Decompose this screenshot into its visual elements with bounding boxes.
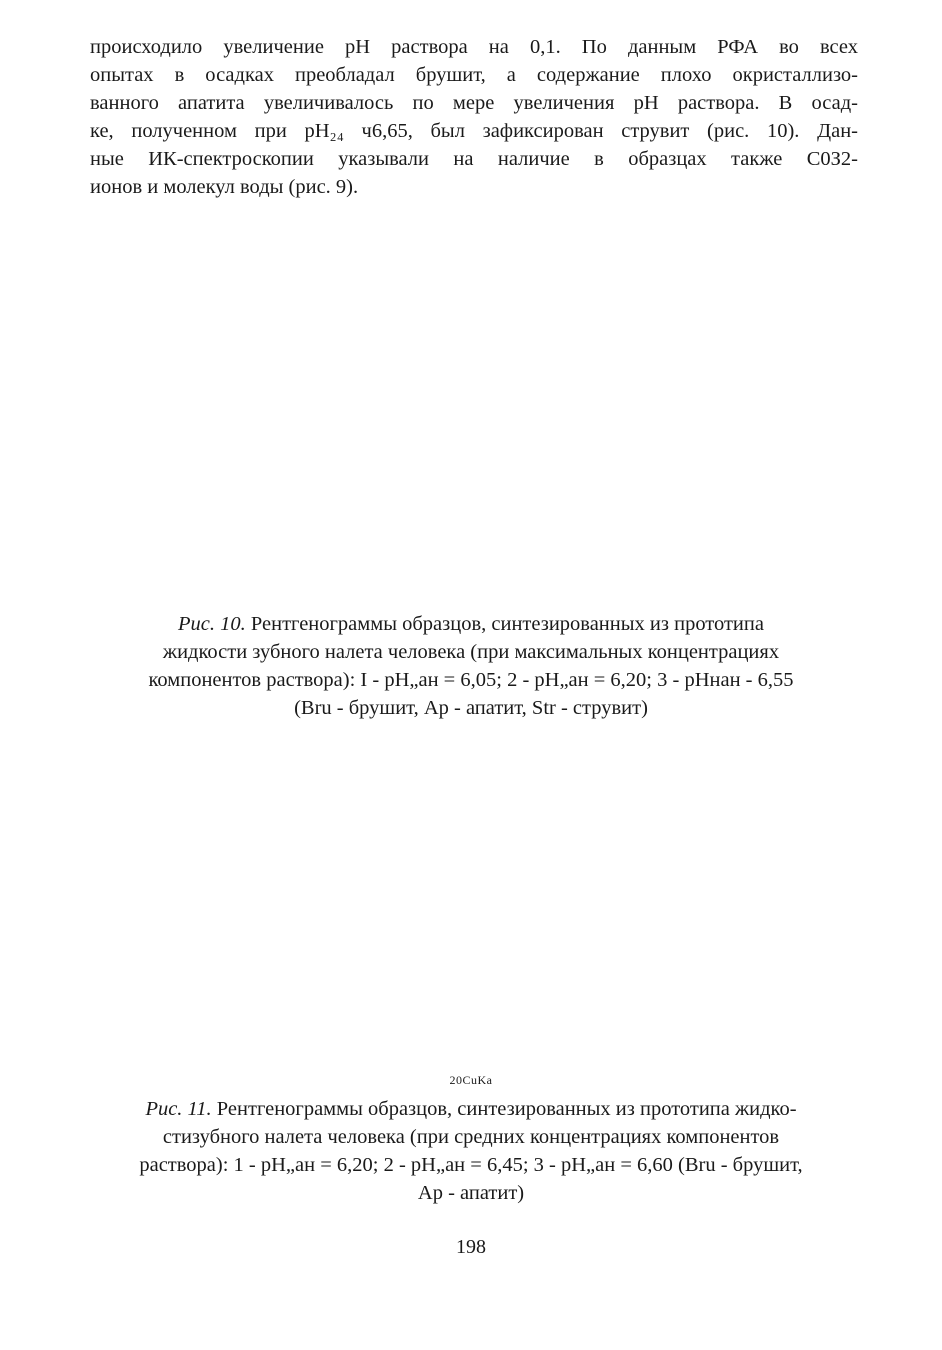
figure-10-label: Рис. 10. <box>178 613 246 635</box>
paragraph-line: опытах в осадках преобладал брушит, а содержание плохо окристаллизо- <box>90 64 858 86</box>
paragraph-line: ванного апатита увеличивалось по мере увеличения pH раствора. В осад- <box>90 92 858 114</box>
paragraph-line: ионов и молекул воды (рис. 9). <box>90 176 359 198</box>
caption-text: Рентгенограммы образцов, синтезированных из прототипа жидко- <box>216 1098 797 1120</box>
caption-text: Рентгенограммы образцов, синтезированных из прототипа <box>250 613 764 635</box>
caption-line: раствора): 1 - pH„ан = 6,20; 2 - pH„ан = 6,45; 3 - pH„ан = 6,60 (Bru - брушит, <box>139 1154 803 1176</box>
figure-10-image-area <box>90 220 858 600</box>
caption-line: (Bru - брушит, Ap - апатит, Str - струвит) <box>294 697 648 719</box>
figure-10-caption <box>60 610 882 722</box>
figure-11-image-area <box>90 735 858 1065</box>
caption-line <box>70 1095 872 1123</box>
caption-line: жидкости зубного налета человека (при максимальных концентрациях <box>162 641 780 663</box>
paragraph-line: происходило увеличение pH раствора на 0,1. По данным РФА во всех <box>90 36 858 58</box>
body-paragraph <box>90 33 858 201</box>
caption-line: стизубного налета человека (при средних концентрациях компонентов <box>162 1126 780 1148</box>
figure-11-label: Рис. 11. <box>145 1098 212 1120</box>
caption-line: компонентов раствора): I - pH„ан = 6,05; 2 - pH„ан = 6,20; 3 - pHнан - 6,55 <box>148 669 794 691</box>
figure-11-caption <box>70 1095 872 1207</box>
caption-line: Ap - апатит) <box>417 1182 525 1204</box>
paragraph-line: ные ИК-спектроскопии указывали на наличие в образцах также С0З2- <box>90 148 858 170</box>
page-number: 198 <box>456 1236 486 1258</box>
caption-line <box>60 610 882 638</box>
paragraph-line: ке, полученном при pH₂₄ ч6,65, был зафиксирован струвит (рис. 10). Дан- <box>90 120 858 142</box>
figure-11-axis-label: 20CuKa <box>449 1073 493 1087</box>
